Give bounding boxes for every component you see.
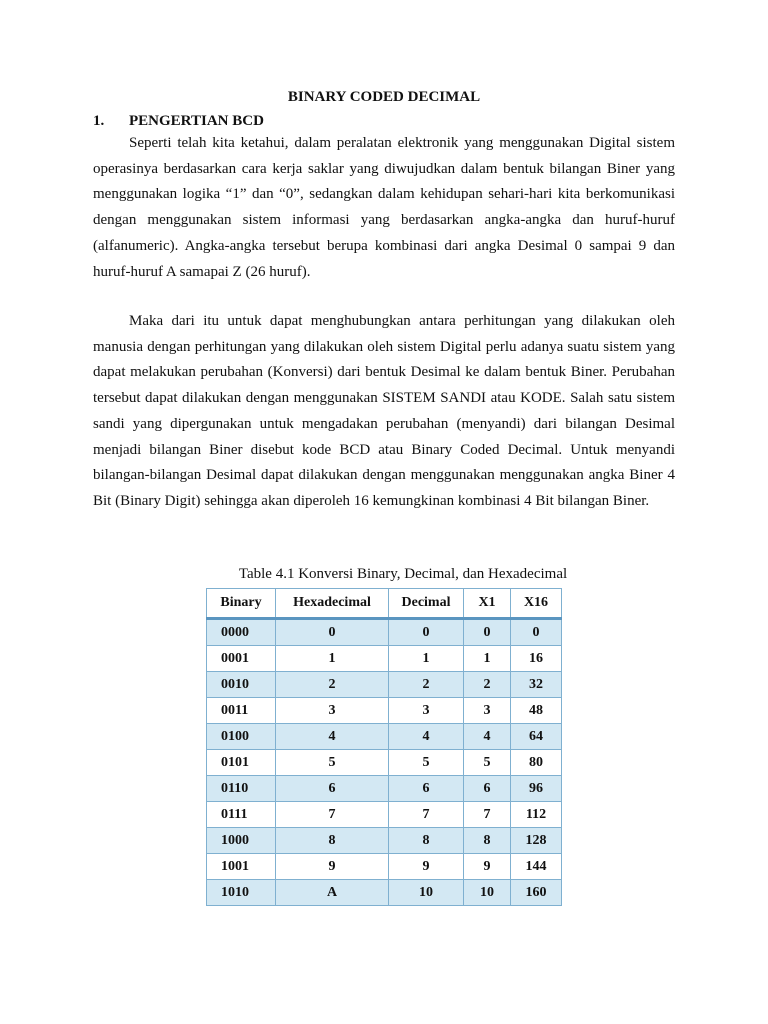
cell-x1: 1 xyxy=(464,646,511,672)
header-x1: X1 xyxy=(464,589,511,619)
cell-x16: 32 xyxy=(511,672,562,698)
cell-hex: 8 xyxy=(276,828,389,854)
cell-binary: 1001 xyxy=(207,854,276,880)
table-header-row xyxy=(207,589,562,619)
table-row xyxy=(207,646,562,672)
table-row xyxy=(207,802,562,828)
table-caption: Table 4.1 Konversi Binary, Decimal, dan Hexadecimal xyxy=(238,566,568,582)
cell-x16: 160 xyxy=(511,880,562,906)
table-row xyxy=(207,619,562,646)
cell-decimal: 2 xyxy=(389,672,464,698)
cell-x16: 16 xyxy=(511,646,562,672)
cell-hex: 6 xyxy=(276,776,389,802)
document-title: BINARY CODED DECIMAL xyxy=(287,89,481,105)
cell-x16: 0 xyxy=(511,619,562,646)
cell-binary: 1000 xyxy=(207,828,276,854)
cell-decimal: 9 xyxy=(389,854,464,880)
cell-x16: 96 xyxy=(511,776,562,802)
cell-x1: 4 xyxy=(464,724,511,750)
cell-x16: 128 xyxy=(511,828,562,854)
table-row xyxy=(207,672,562,698)
cell-x1: 10 xyxy=(464,880,511,906)
cell-binary: 1010 xyxy=(207,880,276,906)
cell-binary: 0101 xyxy=(207,750,276,776)
table-row xyxy=(207,698,562,724)
cell-decimal: 6 xyxy=(389,776,464,802)
cell-binary: 0111 xyxy=(207,802,276,828)
cell-hex: 2 xyxy=(276,672,389,698)
header-binary: Binary xyxy=(207,589,276,619)
cell-binary: 0001 xyxy=(207,646,276,672)
cell-hex: 1 xyxy=(276,646,389,672)
cell-binary: 0010 xyxy=(207,672,276,698)
header-decimal: Decimal xyxy=(389,589,464,619)
paragraph-1: Seperti telah kita ketahui, dalam peralatan elektronik yang menggunakan Digital sistem operasinya berdasarkan cara kerja saklar yang diwujudkan dalam bentuk bilangan Biner yang menggunakan logika “1” dan “0”, sedangkan dalam kehidupan sehari-hari kita berkomunikasi dengan menggunakan sistem informasi yang berdasarkan angka-angka dan huruf-huruf (alfanumeric). Angka-angka tersebut berupa kombinasi dari angka Desimal 0 sampai 9 dan huruf-huruf A samapai Z (26 huruf). xyxy=(93,135,675,280)
header-x16: X16 xyxy=(511,589,562,619)
section-title: PENGERTIAN BCD xyxy=(129,113,264,129)
cell-hex: 4 xyxy=(276,724,389,750)
cell-x1: 2 xyxy=(464,672,511,698)
cell-x1: 8 xyxy=(464,828,511,854)
cell-decimal: 3 xyxy=(389,698,464,724)
table-row xyxy=(207,724,562,750)
table-row xyxy=(207,854,562,880)
cell-x1: 5 xyxy=(464,750,511,776)
cell-binary: 0000 xyxy=(207,619,276,646)
conversion-table xyxy=(206,588,562,906)
cell-binary: 0011 xyxy=(207,698,276,724)
cell-decimal: 0 xyxy=(389,619,464,646)
cell-x1: 7 xyxy=(464,802,511,828)
section-heading xyxy=(93,110,264,132)
cell-x16: 144 xyxy=(511,854,562,880)
cell-decimal: 7 xyxy=(389,802,464,828)
cell-hex: 0 xyxy=(276,619,389,646)
cell-decimal: 8 xyxy=(389,828,464,854)
cell-decimal: 5 xyxy=(389,750,464,776)
cell-hex: 7 xyxy=(276,802,389,828)
cell-x16: 112 xyxy=(511,802,562,828)
cell-binary: 0110 xyxy=(207,776,276,802)
cell-x1: 0 xyxy=(464,619,511,646)
header-hexadecimal: Hexadecimal xyxy=(276,589,389,619)
cell-decimal: 4 xyxy=(389,724,464,750)
paragraph-2: Maka dari itu untuk dapat menghubungkan antara perhitungan yang dilakukan oleh manusia dengan perhitungan yang dilakukan oleh sistem Digital perlu adanya suatu sistem yang dapat melakukan perubahan (Konversi) dari bentuk Desimal ke dalam bentuk Biner. Perubahan tersebut dapat dilakukan dengan menggunakan SISTEM SANDI atau KODE. Salah satu sistem sandi yang dipergunakan untuk mengadakan perubahan (menyandi) dari bilangan Desimal menjadi bilangan Biner disebut kode BCD atau Binary Coded Decimal. Untuk menyandi bilangan-bilangan Desimal dapat dilakukan dengan menggunakan menggunakan angka Biner 4 Bit (Binary Digit) sehingga akan diperoleh 16 kemungkinan kombinasi 4 Bit bilangan Biner. xyxy=(93,313,675,509)
cell-decimal: 10 xyxy=(389,880,464,906)
cell-hex: 9 xyxy=(276,854,389,880)
cell-x1: 3 xyxy=(464,698,511,724)
cell-decimal: 1 xyxy=(389,646,464,672)
table-row xyxy=(207,750,562,776)
table-row xyxy=(207,880,562,906)
cell-hex: 3 xyxy=(276,698,389,724)
cell-hex: 5 xyxy=(276,750,389,776)
table-row xyxy=(207,776,562,802)
section-number: 1. xyxy=(93,113,105,129)
cell-x1: 9 xyxy=(464,854,511,880)
cell-x16: 80 xyxy=(511,750,562,776)
cell-x1: 6 xyxy=(464,776,511,802)
table-row xyxy=(207,828,562,854)
cell-x16: 64 xyxy=(511,724,562,750)
cell-x16: 48 xyxy=(511,698,562,724)
cell-binary: 0100 xyxy=(207,724,276,750)
cell-hex: A xyxy=(276,880,389,906)
